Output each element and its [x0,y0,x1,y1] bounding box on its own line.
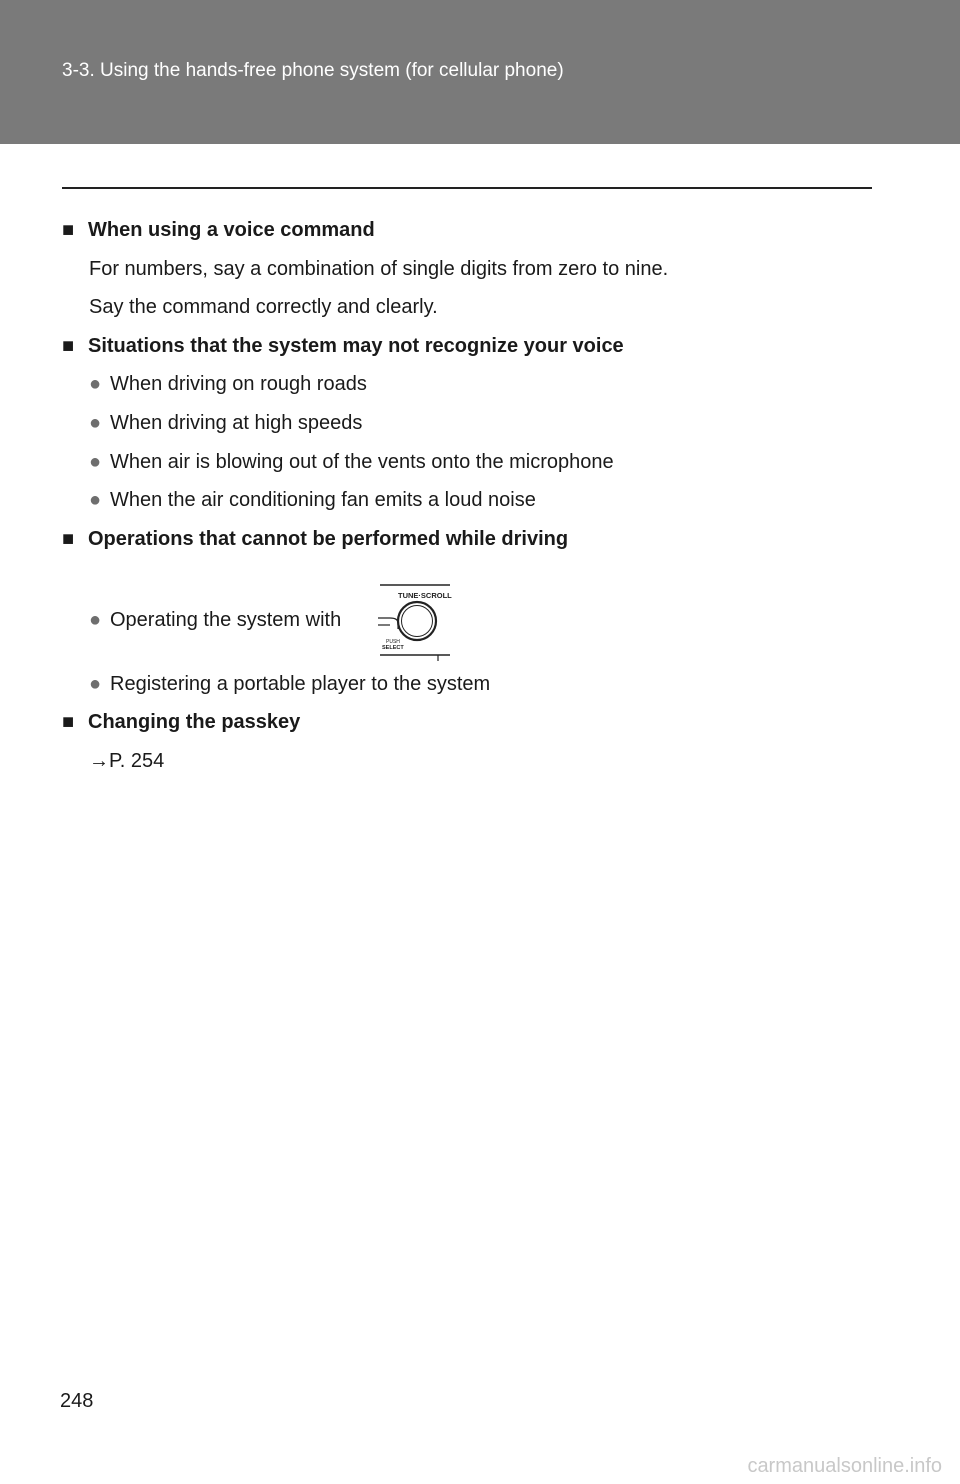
body-text: Say the command correctly and clearly. [89,296,438,318]
knob-bottom-label-2: SELECT [382,645,404,651]
square-bullet-icon: ■ [62,335,75,357]
square-bullet-icon: ■ [62,219,75,241]
knob-bottom-label-1: PUSH [386,639,400,645]
page-reference-link[interactable]: →P. 254 [89,750,165,772]
heading-text: Changing the passkey [88,711,301,733]
round-bullet-icon: ● [89,451,102,473]
round-bullet-icon: ● [89,373,102,395]
round-bullet-icon: ● [89,412,102,434]
footer-watermark: carmanualsonline.info [747,1455,942,1477]
list-item: ● When the air conditioning fan emits a loud noise [89,489,536,511]
heading-voice-command [62,218,375,242]
list-item: ● When air is blowing out of the vents onto the microphone [89,451,614,473]
section-title: 3-3. Using the hands-free phone system (for cellular phone) [62,60,564,81]
square-bullet-icon: ■ [62,711,75,733]
page-number: 248 [60,1390,94,1412]
heading-voice-recognition [62,334,624,358]
round-bullet-icon: ● [89,673,102,695]
divider-rule [62,187,872,189]
round-bullet-icon: ● [89,489,102,511]
list-item: ● When driving at high speeds [89,412,363,434]
heading-text: Situations that the system may not recognize your voice [88,335,624,357]
tune-scroll-knob-icon [376,583,454,663]
heading-text: When using a voice command [88,219,375,241]
list-item: ● Operating the system with [89,609,342,631]
header-band [0,0,960,144]
list-item: ● When driving on rough roads [89,373,367,395]
heading-passkey [62,710,300,734]
heading-driving-restrictions [62,527,568,551]
list-item: ● Registering a portable player to the system [89,673,491,695]
arrow-right-icon: → [89,750,109,772]
round-bullet-icon: ● [89,609,102,631]
heading-text: Operations that cannot be performed while driving [88,528,569,550]
square-bullet-icon: ■ [62,528,75,550]
knob-top-label: TUNE·SCROLL [398,591,452,600]
body-text: For numbers, say a combination of single digits from zero to nine. [89,258,669,280]
